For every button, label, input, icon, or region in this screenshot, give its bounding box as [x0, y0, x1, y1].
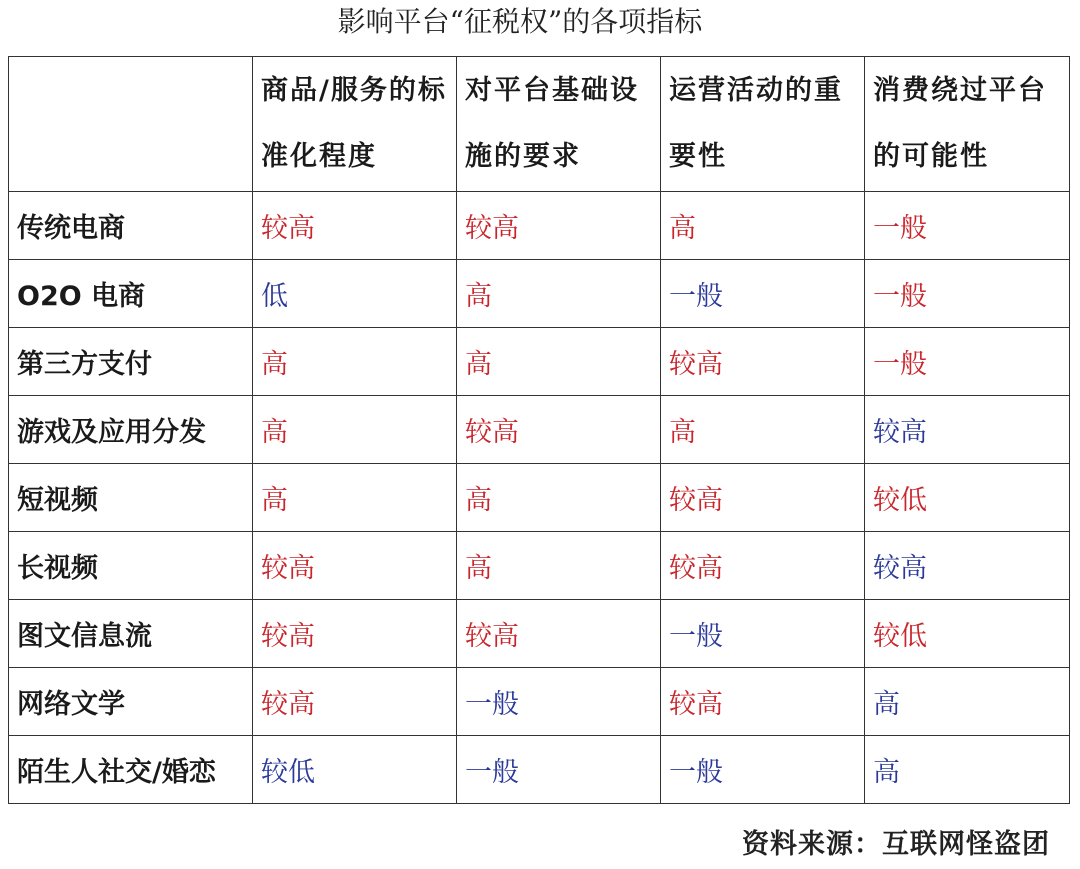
row-header: 长视频 — [9, 532, 253, 600]
row-header: 第三方支付 — [9, 328, 253, 396]
table-row — [9, 328, 1070, 396]
table-cell: 一般 — [661, 736, 865, 804]
table-cell: 高 — [661, 192, 865, 260]
table-cell: 较高 — [253, 192, 457, 260]
table-cell: 较高 — [661, 668, 865, 736]
table-cell: 较高 — [865, 532, 1070, 600]
table-cell: 较高 — [661, 328, 865, 396]
table-cell: 较高 — [661, 464, 865, 532]
column-header-bypass: 消费绕过平台的可能性 — [865, 57, 1070, 192]
table-cell: 高 — [661, 396, 865, 464]
table-cell: 较低 — [865, 464, 1070, 532]
table-cell: 高 — [253, 464, 457, 532]
table-row — [9, 260, 1070, 328]
table-cell: 高 — [253, 396, 457, 464]
table-cell: 一般 — [457, 668, 661, 736]
table-row — [9, 396, 1070, 464]
table-cell: 一般 — [457, 736, 661, 804]
page-title: 影响平台“征税权”的各项指标 — [337, 5, 703, 38]
table-cell: 高 — [865, 668, 1070, 736]
table-cell: 低 — [253, 260, 457, 328]
table-cell: 较高 — [253, 600, 457, 668]
table-cell: 较高 — [253, 668, 457, 736]
row-header: O2O 电商 — [9, 260, 253, 328]
table-row — [9, 464, 1070, 532]
row-header: 游戏及应用分发 — [9, 396, 253, 464]
table-cell: 高 — [253, 328, 457, 396]
table-cell: 较高 — [457, 192, 661, 260]
table-cell: 一般 — [661, 600, 865, 668]
table-cell: 一般 — [865, 328, 1070, 396]
table-cell: 较高 — [253, 532, 457, 600]
table-cell: 较低 — [865, 600, 1070, 668]
column-header-infrastructure: 对平台基础设施的要求 — [457, 57, 661, 192]
table-cell: 一般 — [661, 260, 865, 328]
table-cell: 高 — [457, 328, 661, 396]
table-row — [9, 600, 1070, 668]
table-row — [9, 668, 1070, 736]
row-header: 图文信息流 — [9, 600, 253, 668]
table-cell: 一般 — [865, 192, 1070, 260]
indicator-table — [8, 56, 1070, 804]
table-cell: 较高 — [661, 532, 865, 600]
source-note: 资料来源：互联网怪盗团 — [742, 829, 1050, 860]
row-header: 陌生人社交/婚恋 — [9, 736, 253, 804]
table-cell: 一般 — [865, 260, 1070, 328]
table-row — [9, 192, 1070, 260]
table-row — [9, 532, 1070, 600]
column-header-operations: 运营活动的重要性 — [661, 57, 865, 192]
table-cell: 高 — [457, 464, 661, 532]
table-body — [9, 192, 1070, 804]
row-header: 网络文学 — [9, 668, 253, 736]
table-corner-cell — [9, 57, 253, 192]
table-row — [9, 736, 1070, 804]
table-cell: 高 — [865, 736, 1070, 804]
table-cell: 较高 — [865, 396, 1070, 464]
row-header: 短视频 — [9, 464, 253, 532]
table-cell: 较低 — [253, 736, 457, 804]
column-header-standardization: 商品/服务的标准化程度 — [253, 57, 457, 192]
row-header: 传统电商 — [9, 192, 253, 260]
table-cell: 高 — [457, 260, 661, 328]
table-cell: 较高 — [457, 600, 661, 668]
table-header-row — [9, 57, 1070, 192]
table-cell: 较高 — [457, 396, 661, 464]
table-cell: 高 — [457, 532, 661, 600]
